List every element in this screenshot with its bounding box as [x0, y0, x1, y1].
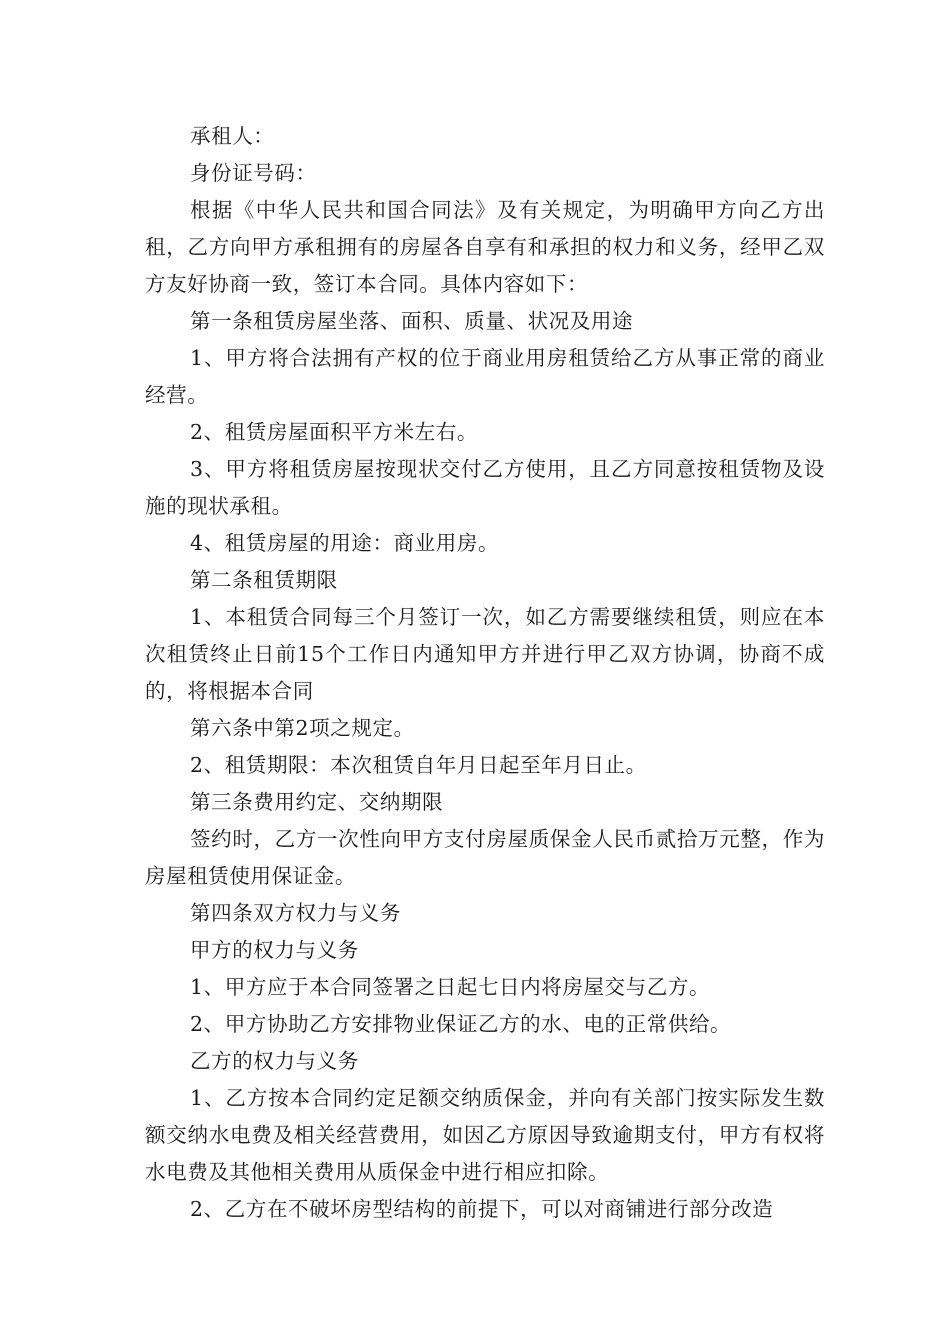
article-2-item-2: 2、租赁期限：本次租赁自年月日起至年月日止。: [190, 753, 647, 777]
article-1-heading: 第一条租赁房屋坐落、面积、质量、状况及用途: [190, 309, 634, 333]
article-3-heading: 第三条费用约定、交纳期限: [190, 790, 444, 814]
id-number-line: 身份证号码：: [190, 161, 317, 185]
article-1-item-4: 4、租赁房屋的用途：商业用房。: [190, 531, 500, 555]
article-3-body: 签约时，乙方一次性向甲方支付房屋质保金人民币贰拾万元整，作为房屋租赁使用保证金。: [145, 827, 825, 888]
party-a-item-1: 1、甲方应于本合同签署之日起七日内将房屋交与乙方。: [190, 975, 711, 999]
tenant-line: 承租人：: [190, 124, 275, 148]
preamble-paragraph: 根据《中华人民共和国合同法》及有关规定，为明确甲方向乙方出租，乙方向甲方承租拥有的房屋各自享有和承担的权力和义务，经甲乙双方友好协商一致，签订本合同。具体内容如下：: [145, 198, 825, 296]
article-2-item-1: 1、本租赁合同每三个月签订一次，如乙方需要继续租赁，则应在本次租赁终止日前15个工作日内通知甲方并进行甲乙双方协调，协商不成的，将根据本合同: [145, 605, 825, 703]
article-1-item-3: 3、甲方将租赁房屋按现状交付乙方使用，且乙方同意按租赁物及设施的现状承租。: [145, 457, 825, 518]
article-1-item-2: 2、租赁房屋面积平方米左右。: [190, 420, 478, 444]
party-b-item-2: 2、乙方在不破坏房型结构的前提下，可以对商铺进行部分改造: [190, 1197, 774, 1221]
party-b-item-1: 1、乙方按本合同约定足额交纳质保金，并向有关部门按实际发生数额交纳水电费及相关经营费用，如因乙方原因导致逾期支付，甲方有权将水电费及其他相关费用从质保金中进行相应扣除。: [145, 1086, 825, 1184]
contract-body: [145, 118, 825, 1228]
party-a-subheading: 甲方的权力与义务: [190, 938, 359, 962]
article-1-item-1: 1、甲方将合法拥有产权的位于商业用房租赁给乙方从事正常的商业经营。: [145, 346, 825, 407]
article-2-heading: 第二条租赁期限: [190, 568, 338, 592]
article-2-item-1-continued: 第六条中第2项之规定。: [190, 716, 415, 740]
party-b-subheading: 乙方的权力与义务: [190, 1049, 359, 1073]
article-4-heading: 第四条双方权力与义务: [190, 901, 401, 925]
party-a-item-2: 2、甲方协助乙方安排物业保证乙方的水、电的正常供给。: [190, 1012, 732, 1036]
